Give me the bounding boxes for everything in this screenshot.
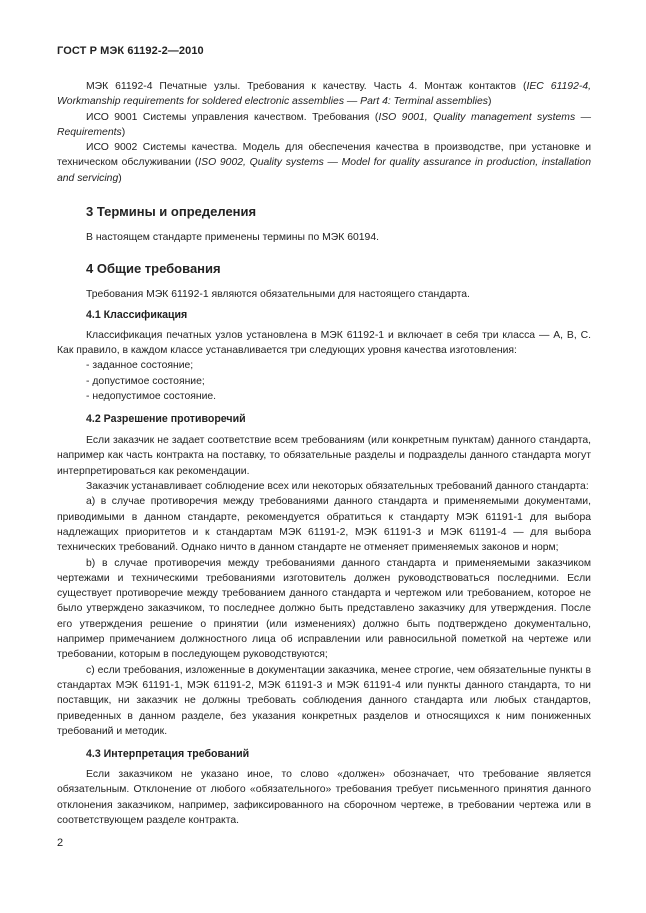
section-4-2-paragraph-2: Заказчик устанавливает соблюдение всех или некоторых обязательных требований данного стандарта: <box>86 481 589 493</box>
section-4-intro: Требования МЭК 61192-1 являются обязательными для настоящего стандарта. <box>86 289 470 301</box>
section-4-2-paragraph-1: Если заказчик не задает соответствие всем требованиям (или конкретным пунктам) данного стандарта, например как часть контракта на поставку, то обязательные разделы и подразделы данного стандарта могут интерпретироваться как рекомендации. <box>57 435 591 477</box>
section-4-3-text: Если заказчиком не указано иное, то слово «должен» обозначает, что требование является обязательным. Отклонение от любого «обязательного» требования требует письменного принятия данного отклонения заказчиком, например, зафиксированного на сборочном чертеже, в требовании чертежа или в соответствующем разделе контракта. <box>57 769 591 826</box>
section-4-1-heading: 4.1 Классификация <box>86 308 188 321</box>
reference-iec-61192-4: МЭК 61192-4 Печатные узлы. Требования к качеству. Часть 4. Монтаж контактов (IEC 61192-4, Workmanship requirements for soldered electronic assemblies — Part 4: Terminal assemblies) <box>57 81 591 108</box>
document-header: ГОСТ Р МЭК 61192-2—2010 <box>57 45 204 57</box>
section-4-2-heading: 4.2 Разрешение противоречий <box>86 413 246 426</box>
section-4-1-text: Классификация печатных узлов установлена в МЭК 61192-1 и включает в себя три класса — А, В, С. Как правило, в каждом классе устанавливается три следующих уровня качества изготовления: <box>57 329 591 356</box>
section-3-heading: 3 Термины и определения <box>86 204 257 220</box>
section-3-text: В настоящем стандарте применены термины по МЭК 60194. <box>86 232 379 244</box>
section-4-2-item-c: с) если требования, изложенные в документации заказчика, менее строгие, чем обязательные пункты в стандартах МЭК 61191-1, МЭК 61191-2, МЭК 61191-3 и МЭК 61191-4 или пункты данного стандарта, то ни поставщик, ни заказчик не должны требовать соблюдения данного стандарта или любых стандартов, приведенных в данном разделе, без указания конкретных разделов и относящихся к ним пониженных требований и методик. <box>57 664 591 737</box>
section-4-heading: 4 Общие требования <box>86 261 221 277</box>
list-item: - допустимое состояние; <box>86 375 205 387</box>
list-item: - недопустимое состояние. <box>86 390 217 402</box>
section-4-3-heading: 4.3 Интерпретация требований <box>86 748 250 761</box>
reference-iso-9002: ИСО 9002 Системы качества. Модель для обеспечения качества в производстве, при установке и техническом обслуживании (ISO 9002, Quality systems — Model for quality assurance in production, installation and servicing) <box>57 142 591 184</box>
document-body <box>57 79 591 828</box>
section-4-2-item-a: а) в случае противоречия между требованиями данного стандарта и применяемыми документами, приводимыми в данном стандарте, рекомендуется обратиться к стандарту МЭК 61191-1 для выбора надлежащих приоритетов и к стандартам МЭК 61191-2, МЭК 61191-3 и МЭК 61191-4 — для выбора технических требований. Однако ничто в данном стандарте не отменяет применяемых законов и норм; <box>57 496 591 554</box>
list-item: - заданное состояние; <box>86 360 194 372</box>
reference-iso-9001: ИСО 9001 Системы управления качеством. Требования (ISO 9001, Quality management systems — Requirements) <box>57 111 591 138</box>
section-4-2-item-b: b) в случае противоречия между требованиями данного стандарта и применяемыми заказчиком чертежами и техническими требованиями изготовитель должен руководствоваться последними. Если существует противоречие между требованием данного стандарта и чертежом или требованием, которое не было утверждено заказчиком, то последнее должно быть представлено заказчику для утверждения. После его утверждения решение о принятии (или изменениях) должно быть подтверждено документально, например примечанием должностного лица об исправлении или равносильной пометкой на чертеже или требовании, которым в последующем руководствуются; <box>57 557 591 661</box>
page-number: 2 <box>57 837 64 849</box>
